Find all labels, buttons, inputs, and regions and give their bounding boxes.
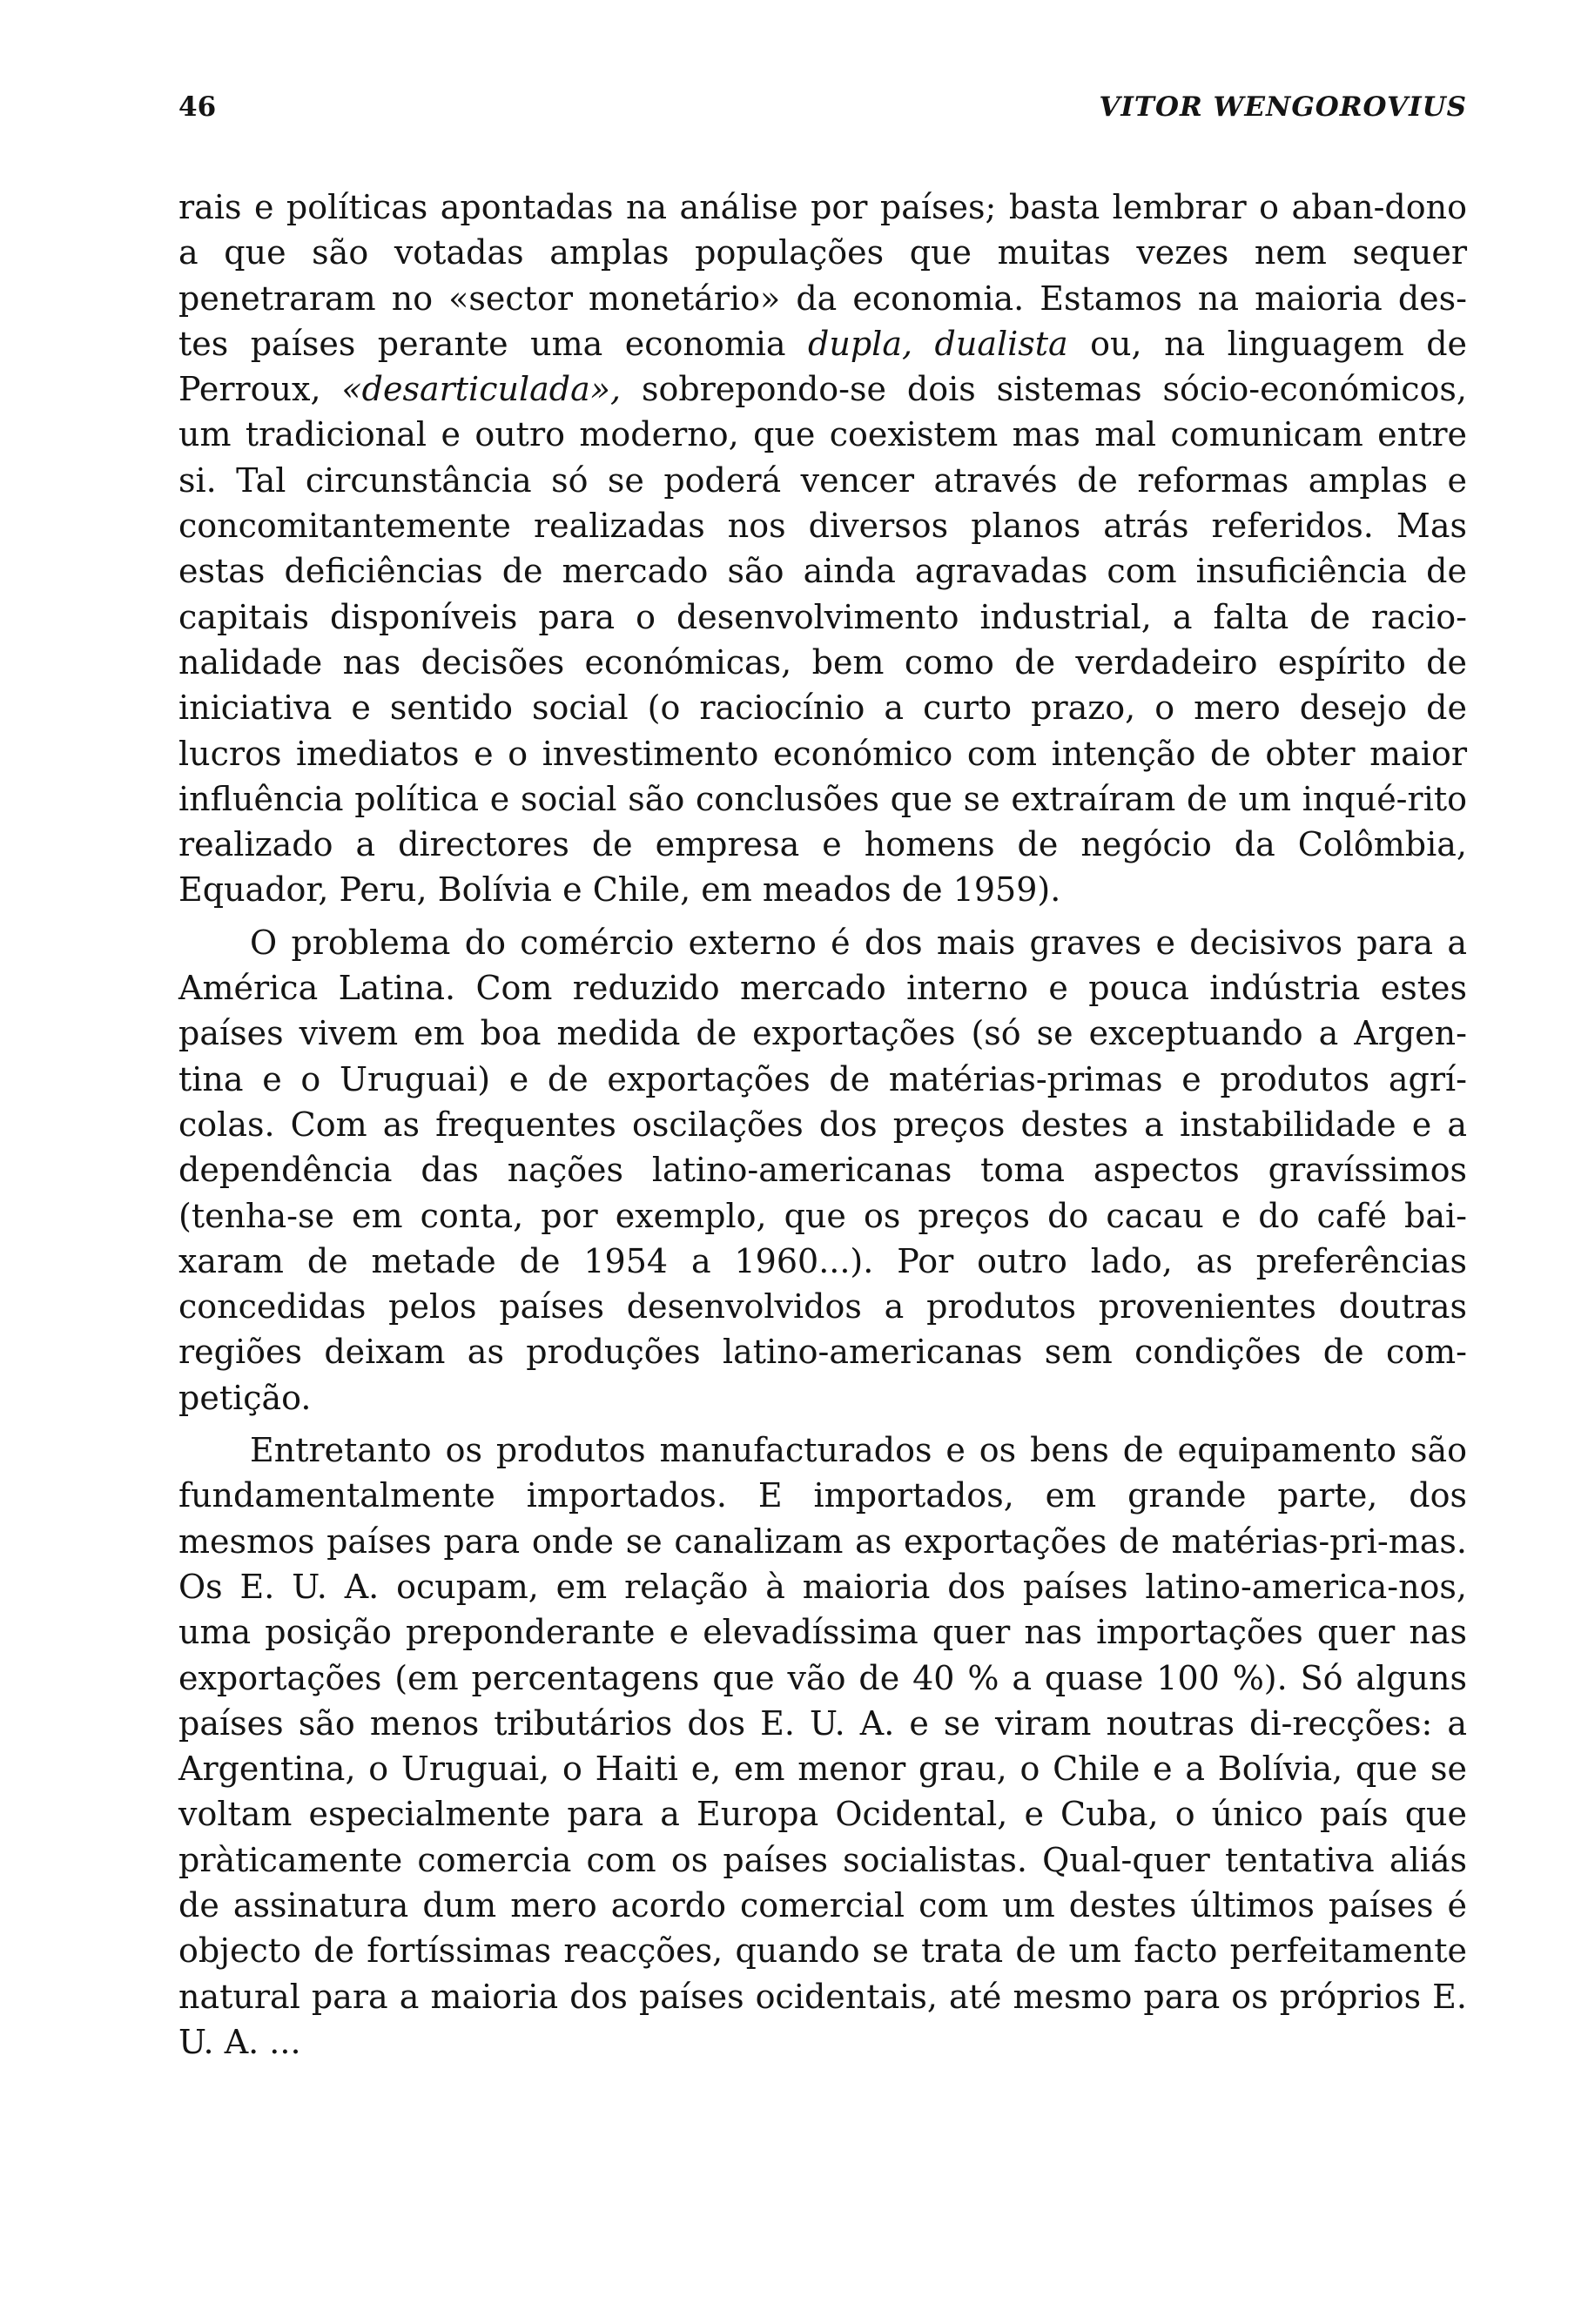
running-head: VITOR WENGOROVIUS [1099, 91, 1467, 123]
paragraph-1-text-b: ou, na linguagem de Perroux, [178, 324, 1468, 409]
paragraph-1-emphasis-desarticulada: «desarticulada», [341, 370, 622, 409]
paragraph-1 [178, 185, 1467, 913]
paragraph-2: O problema do comércio externo é dos mais graves e decisivos para a América Latina. Com reduzido mercado interno e pouca indústria estes países vivem em boa medida de exportações (só se exceptuando a Argen-tina e o Uruguai) e de exportações de matérias-primas e produtos agrí-colas. Com as frequentes oscilações dos preços destes a instabilidade e a dependência das nações latino-americanas toma aspectos gravíssimos (tenha-se em conta, por exemplo, que os preços do cacau e do café bai-xaram de metade de 1954 a 1960...). Por outro lado, as preferências concedidas pelos países desenvolvidos a produtos provenientes doutras regiões deixam as produções latino-americanas sem condições de com-petição. [178, 923, 1467, 1417]
paragraph-3: Entretanto os produtos manufacturados e os bens de equipamento são fundamentalmente importados. E importados, em grande parte, dos mesmos países para onde se canalizam as exportações de matérias-pri-mas. Os E. U. A. ocupam, em relação à maioria dos países latino-america-nos, uma posição preponderante e elevadíssima quer nas importações quer nas exportações (em percentagens que vão de 40 % a quase 100 %). Só alguns países são menos tributários dos E. U. A. e se viram noutras di-recções: a Argentina, o Uruguai, o Haiti e, em menor grau, o Chile e a Bolívia, que se voltam especialmente para a Europa Ocidental, e Cuba, o único país que pràticamente comercia com os países socialistas. Qual-quer tentativa aliás de assinatura dum mero acordo comercial com um destes últimos países é objecto de fortíssimas reacções, quando se trata de um facto perfeitamente natural para a maioria dos países ocidentais, até mesmo para os próprios E. U. A. ... [178, 1431, 1467, 2061]
paragraph-1-emphasis-dupla: dupla, dualista [808, 324, 1068, 363]
page-number: 46 [178, 91, 217, 123]
page-body [178, 185, 1467, 2072]
paragraph-1-text-a: rais e políticas apontadas na análise por países; basta lembrar o aban-dono a que são votadas amplas populações que muitas vezes nem sequer penetraram no «sector monetário» da economia. Estamos na maioria des-tes países perante uma economia [178, 188, 1467, 363]
page-header [178, 91, 1467, 135]
paragraph-1-text-c: sobrepondo-se dois sistemas sócio-económicos, um tradicional e outro moderno, que coexistem mas mal comunicam entre si. Tal circunstância só se poderá vencer através de reformas amplas e concomitantemente realizadas nos diversos planos atrás referidos. Mas estas deficiências de mercado são ainda agravadas com insuficiência de capitais disponíveis para o desenvolvimento industrial, a falta de racio-nalidade nas decisões económicas, bem como de verdadeiro espírito de iniciativa e sentido social (o raciocínio a curto prazo, o mero desejo de lucros imediatos e o investimento económico com intenção de obter maior influência política e social são conclusões que se extraíram de um inqué-rito realizado a directores de empresa e homens de negócio da Colômbia, Equador, Peru, Bolívia e Chile, em meados de 1959). [178, 370, 1467, 910]
